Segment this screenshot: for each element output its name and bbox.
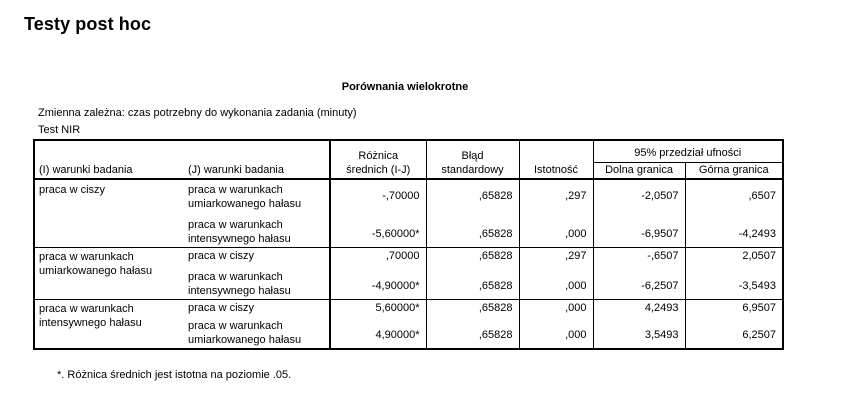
table-row — [34, 299, 783, 316]
upper-bound-cell: 6,2507 — [685, 316, 783, 349]
significance-cell: ,000 — [519, 264, 593, 299]
std-error-cell: ,65828 — [426, 316, 519, 349]
table-title: Porównania wielokrotne — [341, 81, 469, 93]
lower-bound-cell: -,6507 — [593, 247, 685, 264]
row-j-condition-line1: praca w ciszy — [188, 250, 255, 262]
mean-difference-cell: 4,90000* — [330, 316, 426, 349]
row-j-condition-line1: praca w warunkach — [188, 320, 283, 332]
row-j-condition-line2: intensywnego hałasu — [188, 284, 291, 297]
significance-cell: ,297 — [519, 179, 593, 212]
row-i-condition-line1: praca w warunkach — [39, 302, 134, 315]
header-mean-difference-line1: Różnica — [358, 150, 399, 162]
header-lower-bound: Dolna granica — [593, 162, 685, 179]
table-row — [34, 247, 783, 264]
row-i-condition-line2: intensywnego hałasu — [39, 316, 142, 329]
std-error-cell: ,65828 — [426, 247, 519, 264]
std-error-cell: ,65828 — [426, 264, 519, 299]
significance-cell: ,297 — [519, 247, 593, 264]
mean-difference-cell: 5,60000* — [330, 299, 426, 316]
row-i-condition-line2: umiarkowanego hałasu — [39, 264, 153, 277]
upper-bound-cell: -3,5493 — [685, 264, 783, 299]
upper-bound-cell: -4,2493 — [685, 212, 783, 247]
row-j-condition — [184, 179, 330, 212]
header-std-error-line2: standardowy — [441, 164, 504, 176]
std-error-cell: ,65828 — [426, 179, 519, 212]
std-error-cell: ,65828 — [426, 212, 519, 247]
header-mean-difference-line2: średnich (I-J) — [346, 164, 411, 176]
row-j-condition-line1: praca w warunkach — [188, 270, 283, 283]
row-j-condition-line2: intensywnego hałasu — [188, 232, 291, 245]
header-significance: Istotność — [519, 140, 593, 179]
lower-bound-cell: -6,2507 — [593, 264, 685, 299]
page-title: Testy post hoc — [24, 14, 152, 34]
row-j-condition — [184, 264, 330, 299]
dependent-variable-label: Zmienna zależna: czas potrzebny do wykonania zadania (minuty) — [38, 107, 357, 119]
mean-difference-cell: -,70000 — [330, 179, 426, 212]
upper-bound-cell: 6,9507 — [685, 299, 783, 316]
row-j-condition — [184, 299, 330, 316]
row-j-condition-line1: praca w ciszy — [188, 302, 255, 314]
table-row — [34, 179, 783, 212]
upper-bound-cell: ,6507 — [685, 179, 783, 212]
row-j-condition — [184, 316, 330, 349]
significance-cell: ,000 — [519, 316, 593, 349]
mean-difference-cell: -4,90000* — [330, 264, 426, 299]
header-i-conditions: (I) warunki badania — [34, 140, 184, 179]
row-j-condition-line1: praca w warunkach — [188, 218, 283, 231]
row-i-condition-line1: praca w ciszy — [39, 184, 106, 196]
row-j-condition-line1: praca w warunkach — [188, 184, 283, 196]
std-error-cell: ,65828 — [426, 299, 519, 316]
row-j-condition — [184, 247, 330, 264]
footnote: *. Różnica średnich jest istotna na poziomie .05. — [57, 369, 292, 381]
row-i-condition — [34, 247, 184, 299]
significance-cell: ,000 — [519, 212, 593, 247]
upper-bound-cell: 2,0507 — [685, 247, 783, 264]
mean-difference-cell: ,70000 — [330, 247, 426, 264]
mean-difference-cell: -5,60000* — [330, 212, 426, 247]
lower-bound-cell: 3,5493 — [593, 316, 685, 349]
header-j-conditions: (J) warunki badania — [184, 140, 330, 179]
header-std-error-line1: Błąd — [461, 150, 484, 162]
header-upper-bound: Górna granica — [685, 162, 783, 179]
row-j-condition-line2: umiarkowanego hałasu — [188, 334, 302, 346]
lower-bound-cell: 4,2493 — [593, 299, 685, 316]
header-confidence-interval: 95% przedział ufności — [593, 140, 783, 162]
row-j-condition — [184, 212, 330, 247]
header-std-error — [426, 140, 519, 179]
header-mean-difference — [330, 140, 426, 179]
lower-bound-cell: -2,0507 — [593, 179, 685, 212]
row-j-condition-line2: umiarkowanego hałasu — [188, 198, 302, 210]
row-i-condition — [34, 299, 184, 349]
lower-bound-cell: -6,9507 — [593, 212, 685, 247]
test-name-label: Test NIR — [38, 124, 81, 136]
row-i-condition — [34, 179, 184, 247]
multiple-comparisons-table — [33, 139, 784, 350]
significance-cell: ,000 — [519, 299, 593, 316]
row-i-condition-line1: praca w warunkach — [39, 250, 134, 263]
